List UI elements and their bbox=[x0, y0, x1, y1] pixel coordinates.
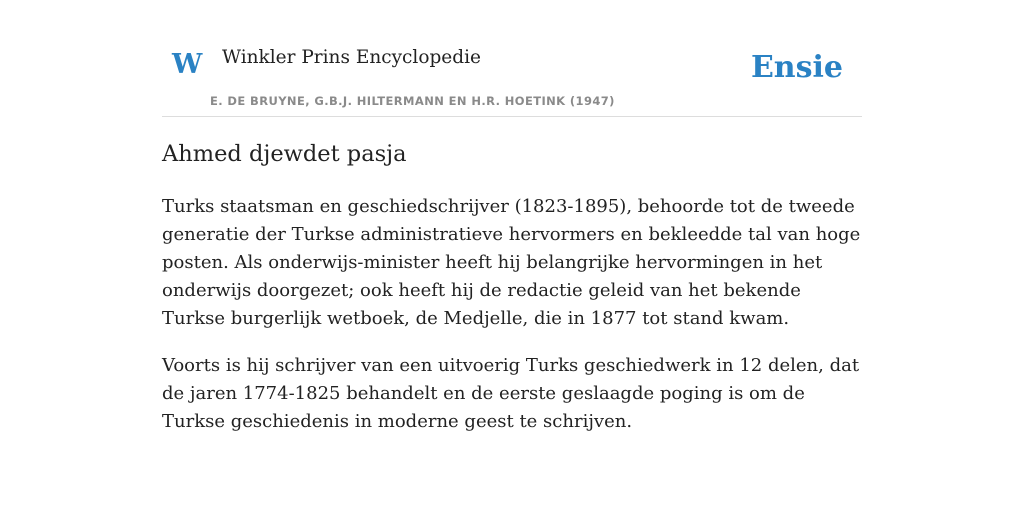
article-title: Ahmed djewdet pasja bbox=[162, 141, 407, 167]
winkler-prins-logo[interactable]: W bbox=[172, 49, 203, 80]
source-title[interactable]: Winkler Prins Encyclopedie bbox=[222, 47, 481, 68]
source-header bbox=[162, 0, 862, 117]
ensie-brand-logo[interactable]: Ensie bbox=[750, 50, 843, 85]
article-paragraph: Voorts is hij schrijver van een uitvoerig Turks geschiedwerk in 12 delen, dat de jaren 1774-1825 behandelt en de eerste geslaagde poging is om de Turkse geschiedenis in moderne geest te schrijven. bbox=[162, 354, 860, 432]
article-paragraph: Turks staatsman en geschiedschrijver (1823-1895), behoorde tot de tweede generatie der Turkse administratieve hervormers en bekleedde tal van hoge posten. Als onderwijs-minister heeft hij belangrijke hervormingen in het onderwijs doorgezet; ook heeft hij de redactie geleid van het bekende Turkse burgerlijk wetboek, de Medjelle, die in 1877 tot stand kwam. bbox=[162, 195, 861, 329]
article bbox=[162, 138, 862, 455]
source-authors: E. DE BRUYNE, G.B.J. HILTERMANN EN H.R. HOETINK (1947) bbox=[210, 94, 615, 108]
